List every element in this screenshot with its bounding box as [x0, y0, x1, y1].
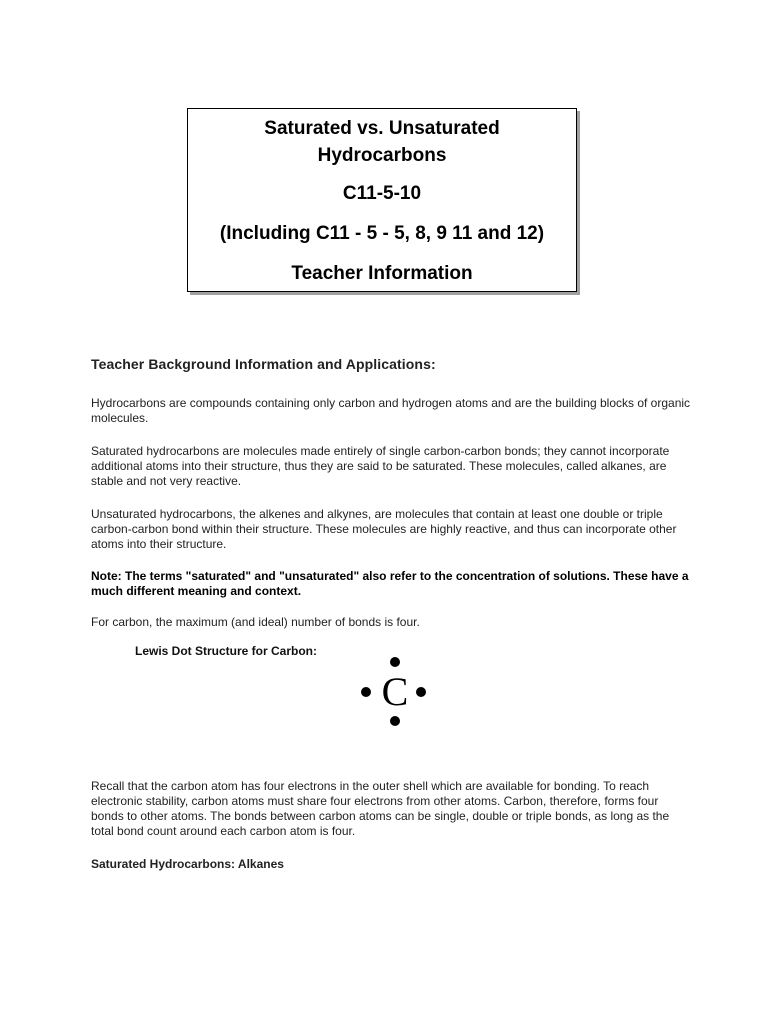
paragraph-carbon-atom: Recall that the carbon atom has four electrons in the outer shell which are available for bonding. To reach electronic stability, carbon atoms must share four electrons from other atoms. Carbon, therefore, forms four bonds to other atoms. The bonds between carbon atoms can be single, double or triple bonds, as long as the total bond count around each carbon atom is four.	[91, 779, 670, 838]
lewis-dot-diagram	[355, 652, 435, 732]
electron-dot-left	[361, 687, 371, 697]
carbon-symbol: C	[381, 669, 409, 714]
title-box	[187, 108, 577, 292]
electron-dot-right	[416, 687, 426, 697]
paragraph-hydrocarbons: Hydrocarbons are compounds containing only carbon and hydrogen atoms and are the building blocks of organic molecules.	[91, 396, 691, 425]
section-heading: Teacher Background Information and Applications:	[91, 356, 436, 372]
electron-dot-bottom	[390, 716, 400, 726]
included-outcomes: (Including C11 - 5 - 5, 8, 9 11 and 12)	[219, 223, 545, 244]
title-line-1: Saturated vs. Unsaturated	[264, 118, 500, 139]
paragraph-carbon-bonds: For carbon, the maximum (and ideal) number of bonds is four.	[91, 615, 420, 629]
lewis-label: Lewis Dot Structure for Carbon:	[135, 644, 318, 658]
paragraph-unsaturated: Unsaturated hydrocarbons, the alkenes and alkynes, are molecules that contain at least one double or triple carbon-carbon bond within their structure. These molecules are highly reactive, and thus can incorporate other atoms into their structure.	[91, 507, 677, 551]
paragraph-saturated: Saturated hydrocarbons are molecules made entirely of single carbon-carbon bonds; they cannot incorporate additional atoms into their structure, thus they are said to be saturated. These molecules, called alkanes, are stable and not very reactive.	[91, 444, 670, 488]
alkanes-heading: Saturated Hydrocarbons: Alkanes	[91, 857, 284, 871]
title-line-2: Hydrocarbons	[317, 145, 447, 166]
electron-dot-top	[390, 657, 400, 667]
note-paragraph: Note: The terms "saturated" and "unsaturated" also refer to the concentration of solutions. These have a much different meaning and context.	[91, 569, 689, 598]
document-type: Teacher Information	[291, 263, 473, 284]
course-code: C11-5-10	[342, 183, 422, 204]
